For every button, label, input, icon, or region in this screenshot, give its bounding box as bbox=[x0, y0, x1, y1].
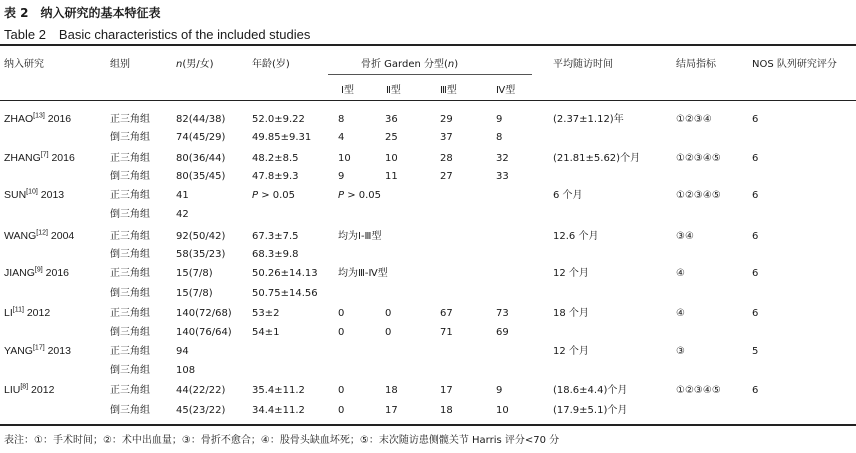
p-symbol: P bbox=[338, 190, 345, 201]
header-n bbox=[176, 58, 214, 71]
bottom-rule bbox=[0, 424, 856, 426]
followup-time: 18 个月 bbox=[553, 308, 589, 319]
age-value: 54±1 bbox=[252, 327, 280, 338]
age-value: 48.2±8.5 bbox=[252, 153, 299, 164]
study-year: 2013 bbox=[44, 345, 71, 357]
group-label: 倒三角组 bbox=[110, 288, 150, 299]
garden-type-count: 18 bbox=[385, 385, 398, 396]
garden-type-count: 37 bbox=[440, 132, 453, 143]
study-reference: [7] bbox=[40, 151, 49, 159]
header-n-symbol: n bbox=[176, 59, 183, 70]
sample-size: 42 bbox=[176, 209, 189, 220]
nos-score: 6 bbox=[752, 385, 759, 396]
header-garden-type1: Ⅰ型 bbox=[341, 85, 354, 96]
group-label: 正三角组 bbox=[110, 346, 150, 357]
table-caption-cn: 表 2 纳入研究的基本特征表 bbox=[4, 6, 161, 20]
followup-time: (2.37±1.12)年 bbox=[553, 114, 624, 125]
header-study: 纳入研究 bbox=[4, 59, 44, 70]
garden-type-count: 10 bbox=[385, 153, 398, 164]
garden-type-count: 9 bbox=[496, 385, 503, 396]
garden-summary-text: > 0.05 bbox=[344, 190, 382, 201]
nos-score: 5 bbox=[752, 346, 759, 357]
header-outcome: 结局指标 bbox=[676, 59, 716, 70]
outcome-indicators: ①②③④⑤ bbox=[676, 385, 721, 396]
nos-score: 6 bbox=[752, 231, 759, 242]
garden-type-count: 71 bbox=[440, 327, 453, 338]
study-year: 2012 bbox=[28, 384, 55, 396]
group-label: 倒三角组 bbox=[110, 209, 150, 220]
study-reference: [11] bbox=[12, 306, 24, 314]
sample-size: 94 bbox=[176, 346, 189, 357]
garden-subheader-rule bbox=[328, 74, 532, 75]
study-name bbox=[4, 267, 69, 280]
garden-type-count: 8 bbox=[496, 132, 503, 143]
group-label: 正三角组 bbox=[110, 114, 150, 125]
group-label: 正三角组 bbox=[110, 190, 150, 201]
garden-type-count: 73 bbox=[496, 308, 509, 319]
study-year: 2013 bbox=[37, 189, 65, 201]
outcome-indicators: ①②③④⑤ bbox=[676, 153, 721, 164]
sample-size: 45(23/22) bbox=[176, 405, 226, 416]
study-author: LIU bbox=[4, 384, 21, 396]
garden-type-count: 9 bbox=[496, 114, 503, 125]
study-name bbox=[4, 152, 75, 165]
group-label: 正三角组 bbox=[110, 385, 150, 396]
group-label: 正三角组 bbox=[110, 268, 150, 279]
garden-summary-text: 均为Ⅰ-Ⅲ型 bbox=[338, 231, 382, 242]
followup-time: 12.6 个月 bbox=[553, 231, 599, 242]
nos-score: 6 bbox=[752, 153, 759, 164]
sample-size: 15(7/8) bbox=[176, 288, 213, 299]
group-label: 倒三角组 bbox=[110, 249, 150, 260]
outcome-indicators: ④ bbox=[676, 308, 685, 319]
garden-type-count: 32 bbox=[496, 153, 509, 164]
garden-type-count: 0 bbox=[338, 327, 345, 338]
age-value: 35.4±11.2 bbox=[252, 385, 305, 396]
header-garden-label: 骨折 Garden 分型( bbox=[361, 59, 448, 70]
age-value: 49.85±9.31 bbox=[252, 132, 312, 143]
header-garden-type4: Ⅳ型 bbox=[496, 85, 516, 96]
study-name bbox=[4, 113, 71, 126]
header-garden-close: ) bbox=[454, 59, 459, 70]
p-value: > 0.05 bbox=[258, 190, 296, 201]
nos-score: 6 bbox=[752, 190, 759, 201]
outcome-indicators: ③ bbox=[676, 346, 685, 357]
age-value: 34.4±11.2 bbox=[252, 405, 305, 416]
table-footnote: 表注：①：手术时间；②：术中出血量；③：骨折不愈合；④：股骨头缺血坏死；⑤：末次随访患侧髋关节 Harris 评分<70 分 bbox=[4, 435, 560, 446]
garden-type-count: 0 bbox=[338, 308, 345, 319]
study-name bbox=[4, 230, 74, 243]
age-value: 47.8±9.3 bbox=[252, 171, 299, 182]
nos-score: 6 bbox=[752, 268, 759, 279]
study-year: 2016 bbox=[44, 113, 72, 125]
study-author: ZHAO bbox=[4, 113, 34, 125]
study-author: WANG bbox=[4, 230, 37, 242]
garden-type-count: 29 bbox=[440, 114, 453, 125]
age-value: 50.26±14.13 bbox=[252, 268, 318, 279]
garden-type-count: 0 bbox=[385, 308, 392, 319]
header-followup: 平均随访时间 bbox=[553, 59, 613, 70]
table-caption-en: Table 2 Basic characteristics of the included studies bbox=[4, 27, 311, 42]
outcome-indicators: ①②③④ bbox=[676, 114, 712, 125]
study-year: 2012 bbox=[23, 307, 51, 319]
outcome-indicators: ④ bbox=[676, 268, 685, 279]
group-label: 倒三角组 bbox=[110, 365, 150, 376]
garden-type-count: 33 bbox=[496, 171, 509, 182]
garden-type-count: 67 bbox=[440, 308, 453, 319]
followup-time: (18.6±4.4)个月 bbox=[553, 385, 628, 396]
study-reference: [8] bbox=[20, 383, 29, 391]
outcome-indicators: ①②③④⑤ bbox=[676, 190, 721, 201]
header-rule bbox=[0, 100, 856, 101]
study-name bbox=[4, 307, 50, 320]
garden-type-count: 9 bbox=[338, 171, 345, 182]
sample-size: 80(35/45) bbox=[176, 171, 226, 182]
sample-size: 108 bbox=[176, 365, 196, 376]
study-author: YANG bbox=[4, 345, 33, 357]
garden-type-count: 28 bbox=[440, 153, 453, 164]
garden-type-count: 0 bbox=[385, 327, 392, 338]
garden-type-count: 4 bbox=[338, 132, 345, 143]
sample-size: 80(36/44) bbox=[176, 153, 226, 164]
group-label: 倒三角组 bbox=[110, 405, 150, 416]
garden-type-count: 69 bbox=[496, 327, 509, 338]
age-value: 52.0±9.22 bbox=[252, 114, 305, 125]
study-reference: [10] bbox=[26, 188, 38, 196]
p-symbol: P bbox=[252, 190, 259, 201]
study-name bbox=[4, 345, 71, 358]
age-value: 68.3±9.8 bbox=[252, 249, 299, 260]
sample-size: 140(72/68) bbox=[176, 308, 232, 319]
garden-type-count: 36 bbox=[385, 114, 398, 125]
followup-time: 6 个月 bbox=[553, 190, 583, 201]
group-label: 倒三角组 bbox=[110, 171, 150, 182]
sample-size: 92(50/42) bbox=[176, 231, 226, 242]
garden-summary bbox=[338, 230, 381, 243]
header-group: 组别 bbox=[110, 59, 130, 70]
nos-score: 6 bbox=[752, 114, 759, 125]
study-year: 2016 bbox=[48, 152, 75, 164]
sample-size: 41 bbox=[176, 190, 189, 201]
group-label: 倒三角组 bbox=[110, 132, 150, 143]
study-author: ZHANG bbox=[4, 152, 41, 164]
garden-type-count: 17 bbox=[440, 385, 453, 396]
study-year: 2004 bbox=[47, 230, 75, 242]
followup-time: 12 个月 bbox=[553, 346, 589, 357]
age-value: 50.75±14.56 bbox=[252, 288, 318, 299]
garden-summary-text: 均为Ⅲ-Ⅳ型 bbox=[338, 268, 388, 279]
garden-summary bbox=[338, 267, 388, 280]
study-name bbox=[4, 189, 64, 202]
followup-time: 12 个月 bbox=[553, 268, 589, 279]
age-value: 67.3±7.5 bbox=[252, 231, 299, 242]
sample-size: 44(22/22) bbox=[176, 385, 226, 396]
study-year: 2016 bbox=[42, 267, 69, 279]
study-author: LI bbox=[4, 307, 13, 319]
garden-type-count: 25 bbox=[385, 132, 398, 143]
study-reference: [12] bbox=[36, 229, 48, 237]
garden-type-count: 18 bbox=[440, 405, 453, 416]
garden-type-count: 10 bbox=[338, 153, 351, 164]
sample-size: 140(76/64) bbox=[176, 327, 232, 338]
followup-time: (17.9±5.1)个月 bbox=[553, 405, 628, 416]
study-reference: [13] bbox=[33, 112, 45, 120]
header-garden-n: n bbox=[447, 59, 455, 70]
garden-type-count: 8 bbox=[338, 114, 345, 125]
header-age: 年龄(岁) bbox=[252, 59, 290, 70]
top-rule bbox=[0, 44, 856, 46]
header-garden-type3: Ⅲ型 bbox=[440, 85, 457, 96]
sample-size: 82(44/38) bbox=[176, 114, 226, 125]
group-label: 正三角组 bbox=[110, 153, 150, 164]
study-reference: [17] bbox=[32, 344, 45, 352]
age-value: 53±2 bbox=[252, 308, 280, 319]
nos-score: 6 bbox=[752, 308, 759, 319]
group-label: 正三角组 bbox=[110, 308, 150, 319]
header-n-sex: (男/女) bbox=[182, 59, 214, 70]
garden-summary bbox=[338, 189, 381, 202]
garden-type-count: 17 bbox=[385, 405, 398, 416]
garden-type-count: 11 bbox=[385, 171, 398, 182]
header-garden bbox=[361, 58, 458, 71]
study-name bbox=[4, 384, 54, 397]
sample-size: 15(7/8) bbox=[176, 268, 213, 279]
sample-size: 74(45/29) bbox=[176, 132, 226, 143]
study-reference: [9] bbox=[34, 266, 43, 274]
group-label: 倒三角组 bbox=[110, 327, 150, 338]
sample-size: 58(35/23) bbox=[176, 249, 226, 260]
group-label: 正三角组 bbox=[110, 231, 150, 242]
garden-type-count: 27 bbox=[440, 171, 453, 182]
followup-time: (21.81±5.62)个月 bbox=[553, 153, 641, 164]
header-garden-type2: Ⅱ型 bbox=[386, 85, 401, 96]
age-value bbox=[252, 189, 295, 202]
outcome-indicators: ③④ bbox=[676, 231, 694, 242]
study-author: JIANG bbox=[4, 267, 35, 279]
header-nos: NOS 队列研究评分 bbox=[752, 59, 837, 70]
garden-type-count: 0 bbox=[338, 405, 345, 416]
study-author: SUN bbox=[4, 189, 27, 201]
garden-type-count: 10 bbox=[496, 405, 509, 416]
garden-type-count: 0 bbox=[338, 385, 345, 396]
